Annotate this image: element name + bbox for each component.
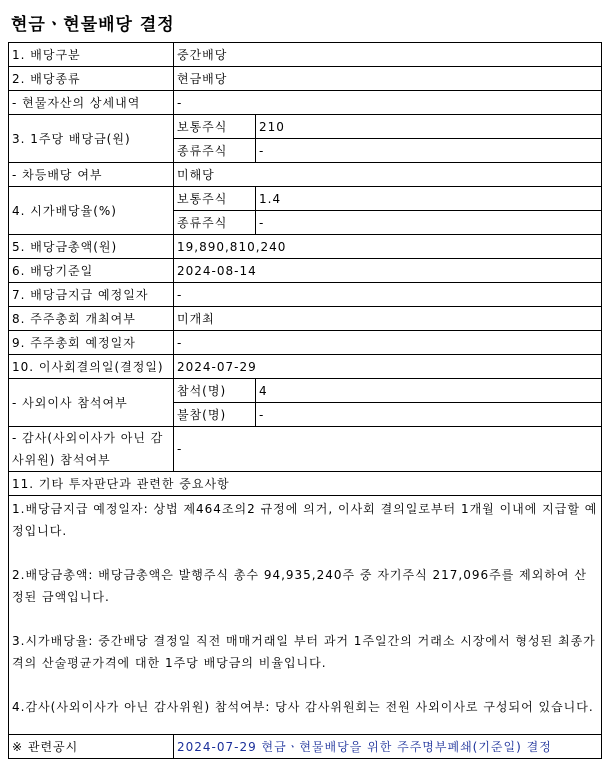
other-matters-notes: [9, 496, 602, 735]
table-row: [9, 163, 602, 187]
dividend-kind-value: 현금배당: [174, 67, 602, 91]
table-row: [9, 331, 602, 355]
table-row: [9, 307, 602, 331]
related-disclosure-cell: [174, 735, 602, 759]
differential-dividend-value: 미해당: [174, 163, 602, 187]
disclosure-table: [8, 42, 602, 759]
agm-held-label: 8. 주주총회 개최여부: [9, 307, 174, 331]
note-paragraph: 4.감사(사외이사가 아닌 감사위원) 참석여부: 당사 감사위원회는 전원 사외이사로 구성되어 있습니다.: [12, 700, 594, 714]
attended-label: 참석(명): [174, 379, 256, 403]
other-matters-label: 11. 기타 투자판단과 관련한 중요사항: [9, 472, 602, 496]
table-row: [9, 355, 602, 379]
dps-common-value: 210: [256, 115, 602, 139]
related-disclosure-label: ※ 관련공시: [9, 735, 174, 759]
dps-preferred-value: -: [256, 139, 602, 163]
dps-label: 3. 1주당 배당금(원): [9, 115, 174, 163]
yield-label: 4. 시가배당율(%): [9, 187, 174, 235]
table-row: [9, 472, 602, 496]
outside-director-attendance-label: - 사외이사 참석여부: [9, 379, 174, 427]
table-row: [9, 115, 602, 139]
yield-common-value: 1.4: [256, 187, 602, 211]
board-resolution-date-label: 10. 이사회결의일(결정일): [9, 355, 174, 379]
payment-date-value: -: [174, 283, 602, 307]
total-dividend-value: 19,890,810,240: [174, 235, 602, 259]
table-row: [9, 43, 602, 67]
page-title: 현금ㆍ현물배당 결정: [11, 15, 175, 35]
board-resolution-date-value: 2024-07-29: [174, 355, 602, 379]
note-paragraph: 1.배당금지급 예정일자: 상법 제464조의2 규정에 의거, 이사회 결의일로부터 1개월 이내에 지급할 예정입니다.: [12, 502, 598, 538]
record-date-value: 2024-08-14: [174, 259, 602, 283]
table-row: [9, 283, 602, 307]
differential-dividend-label: - 차등배당 여부: [9, 163, 174, 187]
table-row: [9, 187, 602, 211]
payment-date-label: 7. 배당금지급 예정일자: [9, 283, 174, 307]
absent-label: 불참(명): [174, 403, 256, 427]
record-date-label: 6. 배당기준일: [9, 259, 174, 283]
related-disclosure-link[interactable]: 2024-07-29 현금ㆍ현물배당을 위한 주주명부폐쇄(기준일) 결정: [177, 740, 552, 754]
table-row: [9, 235, 602, 259]
table-row: [9, 379, 602, 403]
dps-preferred-label: 종류주식: [174, 139, 256, 163]
dps-common-label: 보통주식: [174, 115, 256, 139]
note-paragraph: 2.배당금총액: 배당금총액은 발행주식 총수 94,935,240주 중 자기주식 217,096주를 제외하여 산정된 금액입니다.: [12, 568, 587, 604]
attended-value: 4: [256, 379, 602, 403]
agm-date-label: 9. 주주총회 예정일자: [9, 331, 174, 355]
table-row: [9, 67, 602, 91]
yield-common-label: 보통주식: [174, 187, 256, 211]
absent-value: -: [256, 403, 602, 427]
note-paragraph: 3.시가배당율: 중간배당 결정일 직전 매매거래일 부터 과거 1주일간의 거래소 시장에서 형성된 최종가격의 산술평균가격에 대한 1주당 배당금의 비율입니다.: [12, 634, 596, 670]
in-kind-detail-value: -: [174, 91, 602, 115]
dividend-type-label: 1. 배당구분: [9, 43, 174, 67]
agm-held-value: 미개최: [174, 307, 602, 331]
table-row: [9, 259, 602, 283]
table-row: [9, 496, 602, 735]
dividend-kind-label: 2. 배당종류: [9, 67, 174, 91]
yield-preferred-value: -: [256, 211, 602, 235]
in-kind-detail-label: - 현물자산의 상세내역: [9, 91, 174, 115]
agm-date-value: -: [174, 331, 602, 355]
table-row: [9, 91, 602, 115]
auditor-attendance-value: -: [174, 427, 602, 472]
table-row: [9, 427, 602, 472]
table-row: [9, 735, 602, 759]
dividend-type-value: 중간배당: [174, 43, 602, 67]
auditor-attendance-label: - 감사(사외이사가 아닌 감사위원) 참석여부: [9, 427, 174, 472]
yield-preferred-label: 종류주식: [174, 211, 256, 235]
total-dividend-label: 5. 배당금총액(원): [9, 235, 174, 259]
